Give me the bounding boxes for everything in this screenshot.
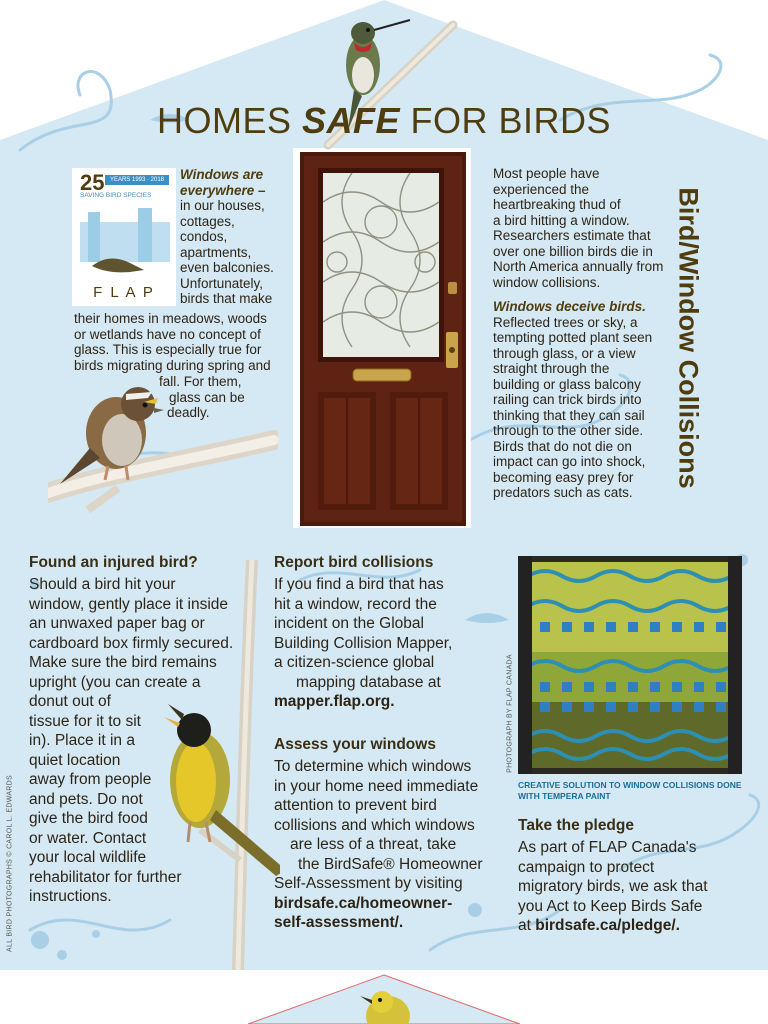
- birdsafe-assessment-link-cont[interactable]: self-assessment/.: [274, 914, 404, 931]
- assess-heading: Assess your windows: [274, 736, 436, 753]
- deceive-line: Reflected trees or sky, a: [493, 314, 638, 330]
- assess-line: are less of a threat, take: [290, 836, 457, 853]
- injured-line: upright (you can create a: [29, 673, 201, 691]
- report-line: Building Collision Mapper,: [274, 634, 453, 652]
- report-line: hit a window, record the: [274, 595, 437, 613]
- intro-line: Unfortunately,: [180, 275, 264, 291]
- intro-text-wide: [74, 311, 289, 373]
- deceive-line: building or glass balcony: [493, 376, 641, 392]
- deceive-line: through glass, or a view: [493, 345, 636, 361]
- intro-line: glass can be: [169, 389, 245, 405]
- intro-line: fall. For them,: [159, 374, 242, 389]
- intro-line: their homes in meadows, woods: [74, 311, 267, 326]
- front-door-image: [300, 152, 466, 526]
- deceive-line: impact can go into shock,: [493, 454, 646, 469]
- report-heading: Report bird collisions: [274, 554, 434, 571]
- collision-line: experienced the: [493, 181, 590, 197]
- logo-bird-graphic: [80, 204, 170, 276]
- injured-line: an unwaxed paper bag or: [29, 615, 205, 632]
- title-post: FOR BIRDS: [400, 100, 612, 141]
- injured-line: Make sure the bird remains: [29, 654, 217, 671]
- pledge-last-line: [518, 916, 748, 936]
- assess-line: Self-Assessment by visiting: [274, 875, 463, 892]
- intro-line: deadly.: [167, 405, 210, 420]
- deceive-line: thinking that they can sail: [493, 407, 645, 423]
- deceive-line: tempting potted plant seen: [493, 330, 653, 345]
- deceive-line: railing can trick birds into: [493, 392, 642, 407]
- injured-line: or water. Contact: [29, 829, 147, 847]
- intro-line: condos,: [180, 229, 228, 244]
- injured-line: and pets. Do not: [29, 790, 143, 808]
- assess-line: attention to prevent bird: [274, 797, 437, 814]
- deceive-line: Birds that do not die on: [493, 438, 632, 454]
- deceive-line: becoming easy prey for: [493, 469, 634, 485]
- photo-credit-window-text: PHOTOGRAPH BY FLAP CANADA: [506, 654, 514, 773]
- logo-letters: F L A P: [93, 284, 155, 301]
- intro-line: birds migrating during spring and: [74, 357, 271, 373]
- pledge-link[interactable]: birdsafe.ca/pledge/.: [535, 917, 680, 934]
- pledge-heading: Take the pledge: [518, 817, 634, 834]
- injured-line: rehabilitator for further: [29, 868, 182, 886]
- deceive-line: through to the other side.: [493, 423, 644, 438]
- report-line: mapping database at: [296, 673, 441, 691]
- painted-window-photo: [518, 556, 742, 774]
- collision-line: heartbreaking thud of: [493, 197, 621, 212]
- collision-line: Researchers estimate that: [493, 228, 651, 243]
- deceive-heading: Windows deceive birds.: [493, 299, 646, 314]
- birdsafe-assessment-link[interactable]: birdsafe.ca/homeowner-: [274, 894, 453, 912]
- assess-line: collisions and which windows: [274, 816, 475, 834]
- pledge-line: you Act to Keep Birds Safe: [518, 897, 703, 915]
- injured-line: window, gently place it inside: [29, 595, 229, 613]
- intro-italic-line: everywhere –: [180, 182, 266, 198]
- injured-line: donut out of: [29, 693, 111, 710]
- title-emphasis: SAFE: [301, 100, 400, 141]
- assess-line: To determine which windows: [274, 758, 472, 775]
- photo-caption-line: WITH TEMPERA PAINT: [518, 791, 611, 801]
- logo-tagline: SAVING BIRD SPECIES: [80, 192, 152, 199]
- injured-line: give the bird food: [29, 810, 148, 827]
- pledge-line: migratory birds, we ask that: [518, 878, 708, 895]
- assess-line: in your home need immediate: [274, 777, 479, 795]
- intro-line: apartments,: [180, 244, 252, 260]
- report-line: incident on the Global: [274, 615, 424, 632]
- warbler-illustration: [358, 986, 428, 1024]
- pledge-line: As part of FLAP Canada's: [518, 839, 697, 856]
- side-title: [660, 168, 716, 508]
- deceive-line: predators such as cats.: [493, 485, 633, 500]
- yellowthroat-illustration: [160, 560, 280, 970]
- intro-text-narrow: [180, 167, 292, 307]
- logo-years-number: 25: [80, 170, 105, 195]
- photo-caption: [518, 780, 748, 802]
- intro-line: even balconies.: [180, 260, 274, 275]
- collision-line: window collisions.: [493, 274, 601, 290]
- collision-line: a bird hitting a window.: [493, 212, 630, 228]
- collision-line: North America annually from: [493, 259, 664, 274]
- injured-line: tissue for it to sit: [29, 712, 141, 730]
- intro-italic-line: Windows are: [180, 167, 264, 182]
- intro-line: in our houses,: [180, 198, 265, 213]
- injured-line: Should a bird hit your: [29, 576, 176, 593]
- injured-heading: Found an injured bird?: [29, 554, 198, 571]
- injured-line: quiet location: [29, 751, 121, 769]
- pledge-section: [518, 817, 748, 936]
- pledge-at: at: [518, 917, 531, 934]
- report-line: If you find a bird that has: [274, 576, 444, 593]
- photo-credit-window: [507, 644, 514, 784]
- photo-caption-line: CREATIVE SOLUTION TO WINDOW COLLISIONS DONE: [518, 780, 742, 790]
- photo-credit-birds-text: ALL BIRD PHOTOGRAPHS © CAROL L. EDWARDS: [6, 775, 14, 952]
- intro-line: or wetlands have no concept of: [74, 326, 261, 342]
- injured-line: cardboard box firmly secured.: [29, 634, 234, 652]
- injured-line: your local wildlife: [29, 849, 147, 866]
- sparrow-illustration: [48, 378, 278, 528]
- assess-line: the BirdSafe® Homeowner: [298, 855, 483, 873]
- collision-line: Most people have: [493, 166, 600, 181]
- intro-line: cottages,: [180, 213, 235, 229]
- side-title-text: Bird/Window Collisions: [673, 187, 704, 489]
- report-section: [274, 554, 506, 712]
- intro-line: birds that make: [180, 291, 273, 306]
- photo-credit-birds: [7, 774, 14, 954]
- flap-logo: [72, 168, 176, 306]
- logo-years-text: YEARS 1993 · 2018: [105, 175, 169, 185]
- intro-line: glass. This is especially true for: [74, 342, 262, 357]
- report-line: a citizen-science global: [274, 654, 435, 671]
- injured-line: instructions.: [29, 888, 112, 905]
- mapper-link[interactable]: mapper.flap.org.: [274, 693, 395, 710]
- right-column-text: [493, 166, 673, 501]
- title-pre: HOMES: [156, 100, 302, 141]
- pledge-line: campaign to protect: [518, 858, 655, 876]
- deceive-line: straight through the: [493, 361, 610, 376]
- assess-section: [274, 736, 506, 933]
- injured-line: in). Place it in a: [29, 732, 135, 749]
- collision-line: over one billion birds die in: [493, 243, 653, 259]
- injured-line: away from people: [29, 771, 152, 788]
- page-title: [0, 100, 768, 142]
